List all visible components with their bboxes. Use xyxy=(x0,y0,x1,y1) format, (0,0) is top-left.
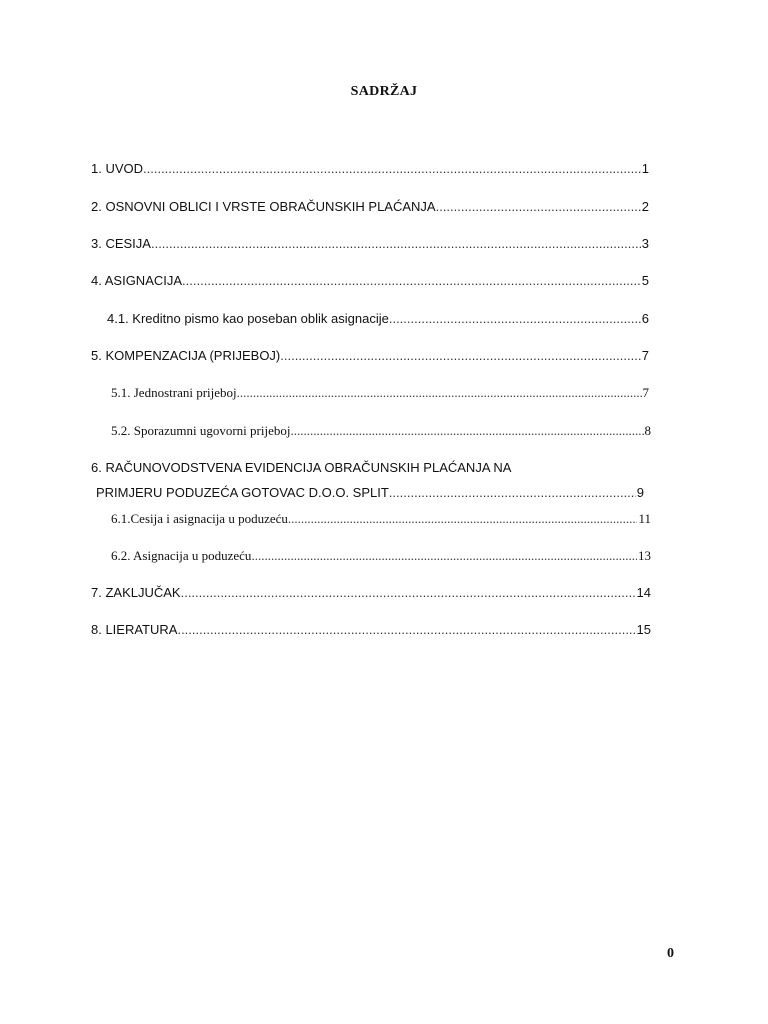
toc-entry-sporazumni-prijeboj[interactable] xyxy=(111,421,651,441)
toc-entry-label: 5.1. Jednostrani prijeboj xyxy=(111,385,237,400)
toc-entry-literatura[interactable] xyxy=(91,620,651,640)
toc-dot-leader xyxy=(177,620,635,640)
toc-entry-label: 3. CESIJA xyxy=(91,236,151,251)
toc-entry-page: 3 xyxy=(641,236,649,251)
toc-dot-leader xyxy=(389,309,641,329)
toc-entry-label: PRIMJERU PODUZEĆA GOTOVAC D.O.O. SPLIT xyxy=(96,485,389,500)
toc-entry-cesija[interactable] xyxy=(91,234,649,254)
toc-dot-leader xyxy=(143,159,641,179)
page-number: 0 xyxy=(667,946,674,961)
toc-entry-label: 8. LIERATURA xyxy=(91,622,178,637)
toc-entry-label: 7. ZAKLJUČAK xyxy=(91,585,181,600)
toc-entry-page: 7 xyxy=(642,385,649,400)
toc-entry-label: 5.2. Sporazumni ugovorni prijeboj xyxy=(111,423,291,438)
toc-dot-leader xyxy=(436,197,641,217)
toc-entry-page: 7 xyxy=(641,348,649,363)
toc-entry-page: 5 xyxy=(641,273,649,288)
toc-entry-page: 2 xyxy=(641,199,649,214)
toc-entry-label: 1. UVOD xyxy=(91,161,144,176)
toc-dot-leader xyxy=(181,583,636,603)
page-title: SADRŽAJ xyxy=(350,84,418,99)
toc-entry-label: 6.1.Cesija i asignacija u poduzeću xyxy=(111,511,288,526)
toc-dot-leader xyxy=(182,271,641,291)
toc-dot-leader xyxy=(151,234,641,254)
toc-entry-label: 5. KOMPENZACIJA (PRIJEBOJ) xyxy=(91,348,281,363)
toc-entry-page: 8 xyxy=(644,423,651,438)
toc-entry-page: 9 xyxy=(636,485,644,500)
toc-entry-racunovodstvena[interactable] xyxy=(96,483,644,503)
toc-entry-osnovni-oblici[interactable] xyxy=(91,197,649,217)
toc-entry-label: 6.2. Asignacija u poduzeću xyxy=(111,548,252,563)
toc-entry-jednostrani-prijeboj[interactable] xyxy=(111,383,649,403)
toc-dot-leader xyxy=(288,509,638,529)
toc-dot-leader xyxy=(389,483,636,503)
toc-entry-page: 11 xyxy=(638,511,651,526)
toc-entry-label: 4.1. Kreditno pismo kao poseban oblik asignacije xyxy=(107,311,389,326)
toc-entry-label: 4. ASIGNACIJA xyxy=(91,273,183,288)
toc-entry-racunovodstvena-line1[interactable]: 6. RAČUNOVODSTVENA EVIDENCIJA OBRAČUNSKIH PLAĆANJA NA xyxy=(91,460,512,475)
toc-dot-leader xyxy=(251,546,637,566)
toc-entry-page: 6 xyxy=(641,311,649,326)
toc-entry-page: 15 xyxy=(636,622,651,637)
toc-entry-page: 13 xyxy=(638,548,651,563)
toc-dot-leader xyxy=(237,383,642,403)
toc-dot-leader xyxy=(280,346,641,366)
toc-entry-page: 14 xyxy=(636,585,651,600)
toc-entry-label: 2. OSNOVNI OBLICI I VRSTE OBRAČUNSKIH PLAĆANJA xyxy=(91,199,436,214)
toc-entry-cesija-poduzece[interactable] xyxy=(111,509,651,529)
toc-entry-kompenzacija[interactable] xyxy=(91,346,649,366)
toc-entry-asignacija-poduzece[interactable] xyxy=(111,546,651,566)
toc-entry-page: 1 xyxy=(641,161,649,176)
toc-entry-uvod[interactable] xyxy=(91,159,649,179)
toc-entry-kreditno-pismo[interactable] xyxy=(107,309,649,329)
toc-dot-leader xyxy=(290,421,643,441)
toc-entry-asignacija[interactable] xyxy=(91,271,649,291)
toc-entry-zakljucak[interactable] xyxy=(91,583,651,603)
